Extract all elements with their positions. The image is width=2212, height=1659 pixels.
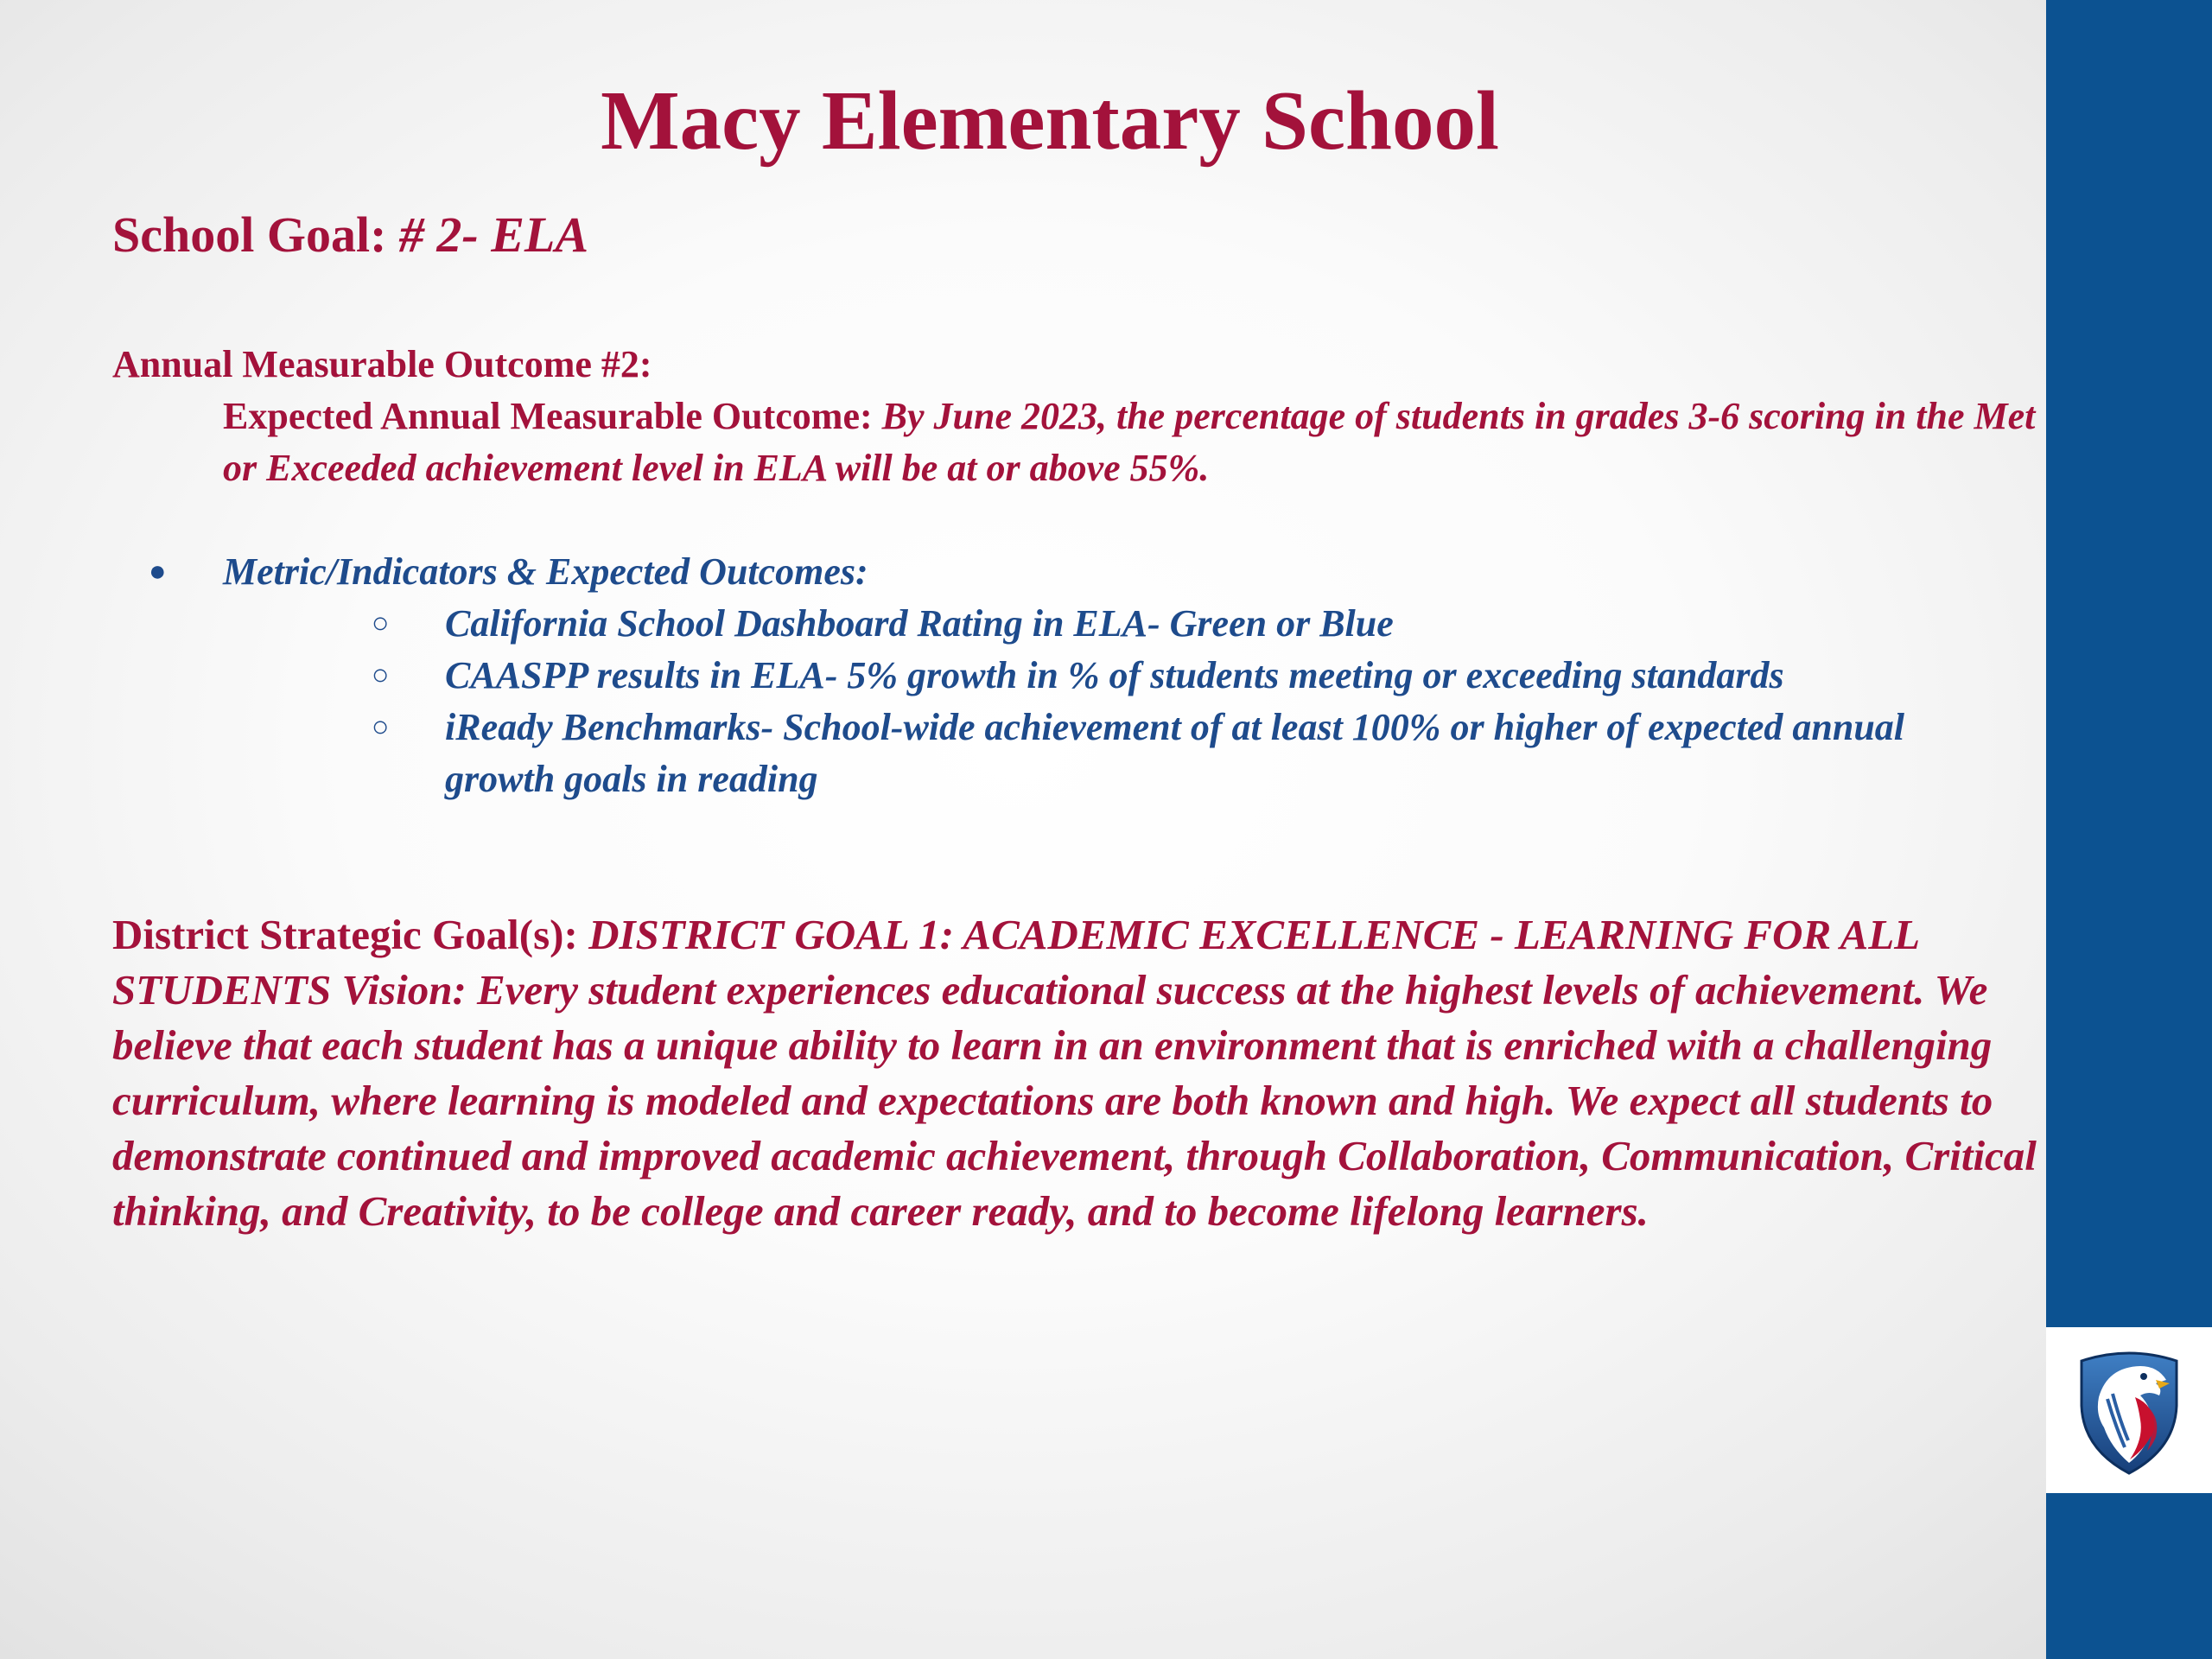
metric-item-text: CAASPP results in ELA- 5% growth in % of students meeting or exceeding standards (445, 654, 1784, 696)
metrics-title-item (112, 546, 2013, 598)
school-goal-label: School Goal: (112, 207, 387, 263)
circle-bullet-icon: ○ (372, 607, 390, 639)
school-goal-value: # 2- ELA (398, 207, 589, 263)
district-goal-label: District Strategic Goal(s): (112, 911, 578, 958)
expected-outcome-label: Expected Annual Measurable Outcome: (223, 395, 873, 437)
expected-outcome-text: By June 2023, the percentage of students in grades 3-6 scoring in the Met or Exceeded achievement level in ELA will be at or above 55%. (223, 395, 2036, 489)
circle-bullet-icon: ○ (372, 711, 390, 743)
amo-heading: Annual Measurable Outcome #2: (112, 343, 652, 385)
circle-bullet-icon: ○ (372, 659, 390, 691)
bullet-icon: ● (149, 556, 167, 588)
metric-item-text: iReady Benchmarks- School-wide achievement of at least 100% or higher of expected annual growth goals in reading (445, 706, 1905, 800)
eagle-shield-icon (2073, 1345, 2185, 1475)
metric-item (112, 650, 2013, 702)
district-goal (112, 907, 2048, 1239)
district-goal-text: DISTRICT GOAL 1: ACADEMIC EXCELLENCE - LEARNING FOR ALL STUDENTS Vision: Every student experiences educational success at the highest levels of achievement. We believe that each student has a unique ability to learn in an environment that is enriched with a challenging curriculum, where learning is modeled and expectations are both known and high. We expect all students to demonstrate continued and improved academic achievement, through Collaboration, Communication, Critical thinking, and Creativity, to be college and career ready, and to become lifelong learners. (112, 911, 2037, 1235)
metric-item-text: California School Dashboard Rating in ELA- Green or Blue (445, 602, 1394, 645)
logo-panel (2046, 1327, 2212, 1493)
metric-item (112, 598, 2013, 650)
metrics-title: Metric/Indicators & Expected Outcomes: (223, 550, 868, 593)
expected-outcome (223, 391, 2063, 494)
metric-item (112, 702, 2013, 805)
school-goal (112, 205, 588, 265)
metrics-list (112, 546, 2013, 805)
slide-title: Macy Elementary School (601, 74, 1499, 167)
